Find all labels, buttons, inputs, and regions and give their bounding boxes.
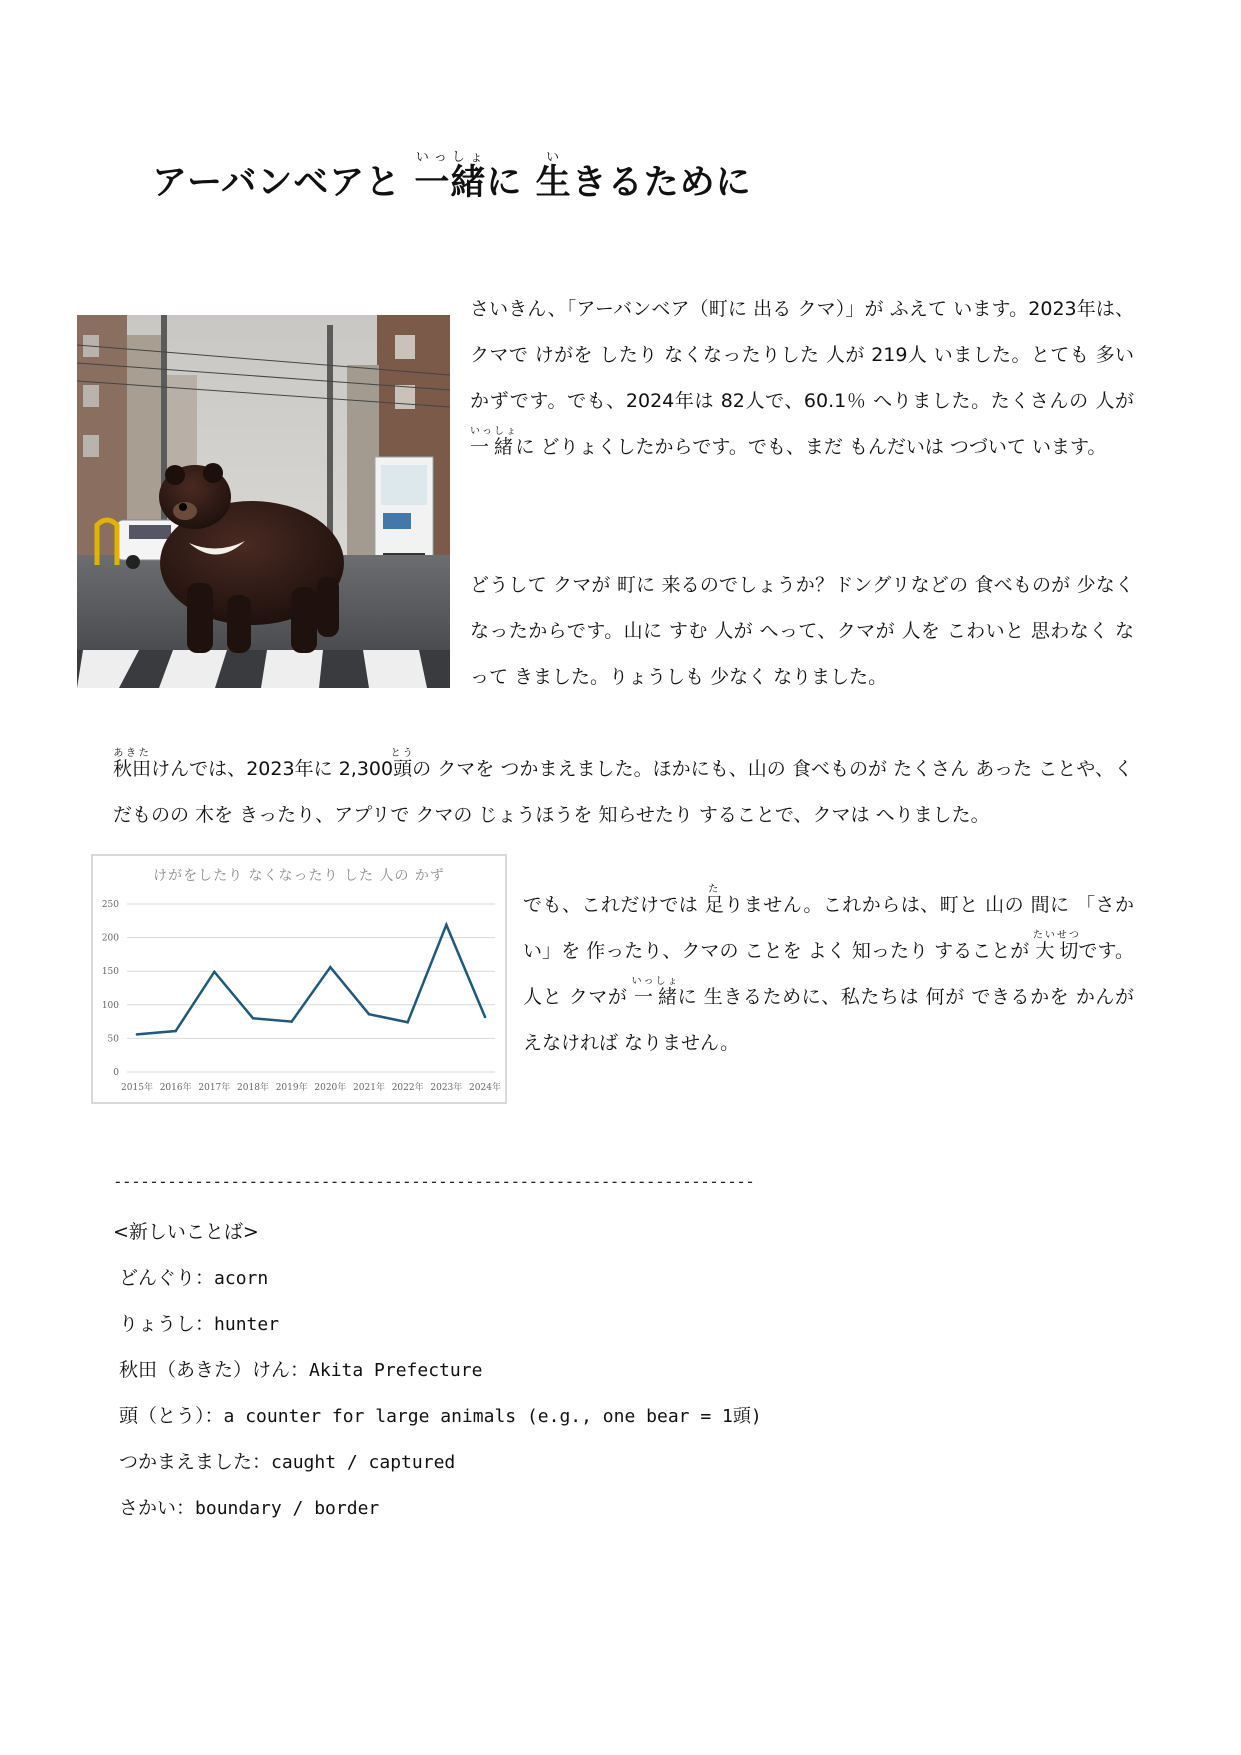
vocab-term: 頭（とう）： [119, 1405, 224, 1427]
data-point [174, 1030, 177, 1033]
x-tick-label: 2019年 [275, 1083, 308, 1093]
data-point [213, 971, 216, 974]
x-tick-label: 2021年 [353, 1083, 385, 1093]
x-tick-label: 2018年 [237, 1083, 269, 1093]
y-tick-label: 150 [101, 967, 119, 978]
paragraph-akita [113, 746, 1133, 838]
vocab-meaning: hunter [214, 1314, 280, 1335]
chart-title: けがをしたり なくなったり した 人の かず [153, 868, 445, 884]
vocab-meaning: caught / captured [271, 1452, 456, 1473]
urban-bear-image [77, 315, 450, 688]
data-point [406, 1021, 409, 1024]
p4-text-c: です。人と クマが [523, 940, 1134, 1008]
p4-ruby3-kanji: 一緒 [631, 986, 680, 1008]
paragraph-urban-bears [470, 286, 1134, 470]
vocab-item-tou [119, 1401, 762, 1428]
p4-ruby-taisetsu [1032, 930, 1081, 962]
vocab-item-akita [119, 1355, 482, 1382]
vocab-meaning: acorn [214, 1268, 269, 1289]
vocab-term: どんぐり： [119, 1267, 215, 1289]
title-issho-kanji: 一緒 [414, 163, 487, 203]
p1-ruby-kanji: 一緒 [470, 436, 518, 458]
p1-ruby-reading: いっしょ [470, 426, 518, 437]
p3-ruby1-kanji: 秋田 [113, 758, 152, 780]
y-tick-label: 50 [107, 1034, 119, 1045]
x-tick-label: 2022年 [391, 1083, 424, 1093]
p4-ruby2-kanji: 大切 [1032, 940, 1081, 962]
p4-ruby1-kanji: 足 [704, 894, 725, 916]
p3-ruby-tou [390, 748, 415, 780]
data-point [329, 966, 332, 969]
vocab-item-caught [119, 1447, 455, 1474]
p3-ruby2-kanji: 頭 [390, 758, 415, 780]
data-point [368, 1013, 371, 1016]
p4-text-a: でも、これだけでは [523, 894, 705, 916]
y-tick-label: 0 [113, 1068, 119, 1078]
title-ikiru-reading: い [535, 150, 572, 165]
data-point [290, 1020, 293, 1023]
vocab-meaning: Akita Prefecture [309, 1360, 483, 1381]
x-tick-label: 2023年 [430, 1083, 463, 1093]
p4-ruby2-reading: たいせつ [1032, 930, 1081, 941]
bear-street-illustration [77, 315, 450, 688]
p1-ruby [470, 426, 518, 458]
p3-ruby-akita [113, 748, 152, 780]
title-part-1: アーバンベアと [152, 163, 415, 203]
vocab-meaning: boundary / border [195, 1498, 380, 1519]
x-tick-label: 2015年 [121, 1083, 153, 1093]
chart-svg [93, 856, 505, 1102]
paragraph-future [523, 882, 1134, 1066]
vocab-item-hunter [119, 1309, 279, 1336]
title-ikiru-kanji: 生 [535, 163, 572, 203]
x-tick-label: 2017年 [198, 1083, 231, 1093]
p2-text: どうして クマが 町に 来るのでしょうか？ドングリなどの 食べものが 少なく なったからです。山に すむ 人が へって、クマが 人を こわいと 思わなく なって きました。りょうしも 少なく なりました。 [470, 574, 1134, 688]
title-ruby-ikiru [535, 150, 572, 203]
data-point [445, 924, 448, 927]
x-tick-label: 2016年 [159, 1083, 192, 1093]
x-tick-label: 2024年 [469, 1083, 501, 1093]
vocab-item-boundary [119, 1493, 379, 1520]
y-tick-label: 250 [101, 900, 119, 910]
p4-ruby-issho [631, 976, 680, 1008]
x-tick-label: 2020年 [314, 1083, 347, 1093]
vocab-term: さかい： [119, 1497, 196, 1519]
data-point [136, 1033, 139, 1036]
injury-line-chart [91, 854, 507, 1104]
p3-ruby1-reading: あきた [113, 748, 152, 759]
vocab-term: りょうし： [119, 1313, 215, 1335]
p3-text-b: の クマを つかまえました。ほかにも、山の 食べものが たくさん あった ことや、くだものの 木を きったり、アプリで クマの じょうほうを 知らせたり することで、クマは へりました。 [113, 758, 1133, 826]
vocab-item-acorn [119, 1263, 268, 1290]
paragraph-why-bears-come [470, 562, 1134, 700]
page-title [152, 150, 752, 205]
y-tick-label: 200 [101, 933, 119, 944]
title-part-3: きるために [571, 163, 752, 203]
p1-text-b: に どりょくしたからです。でも、まだ もんだいは つづいて います。 [515, 436, 1107, 458]
y-tick-label: 100 [101, 1000, 119, 1011]
p4-ruby3-reading: いっしょ [631, 976, 680, 987]
title-issho-reading: いっしょ [414, 150, 487, 165]
p4-ruby1-reading: た [704, 884, 724, 895]
p4-text-d: に 生きるために、私たちは 何が できるかを かんがえなければ なりません。 [523, 986, 1134, 1054]
p1-text-a: さいきん、「アーバンベア（町に 出る クマ）」が ふえて います。2023年は、クマで けがを したり なくなったりした 人が 219人 いました。とても 多い かずです。でも、2024年は 82人で、60.1％ へりました。たくさんの 人が [470, 298, 1134, 412]
title-ruby-issho [414, 150, 487, 203]
data-point [484, 1016, 487, 1019]
vocab-heading: <新しいことば> [113, 1221, 259, 1243]
dashed-separator: ----------------------------------------------------------------------- [113, 1172, 755, 1191]
p4-ruby-tariru [704, 884, 725, 916]
data-point [252, 1017, 255, 1020]
vocab-term: つかまえました： [119, 1451, 272, 1473]
title-part-2: に [486, 163, 536, 203]
p4-text-b: りません。これからは、町と 山の 間に 「さかい」を 作ったり、クマの ことを よく 知ったり することが [523, 894, 1134, 962]
vocab-meaning: a counter for large animals (e.g., one bear = 1頭) [223, 1406, 762, 1427]
vocab-term: 秋田（あきた）けん： [119, 1359, 310, 1381]
series-line [137, 925, 485, 1035]
p3-ruby2-reading: とう [390, 748, 415, 759]
p3-text-a: けんでは、2023年に 2,300 [151, 758, 394, 780]
